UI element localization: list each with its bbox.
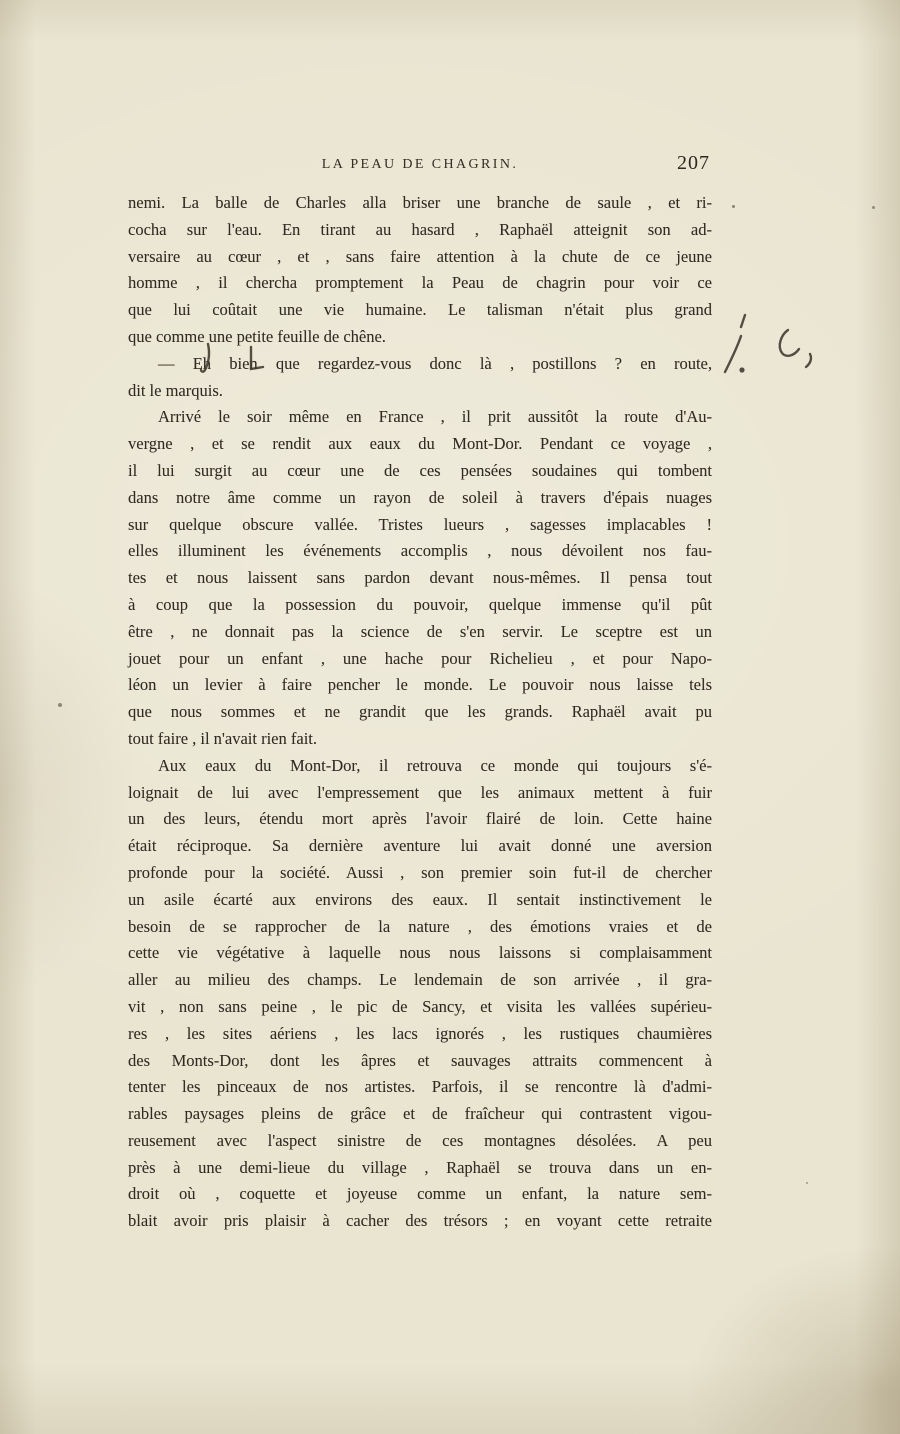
text-line: besoin de se rapprocher de la nature , des émotions vraies et de <box>128 916 712 936</box>
ink-stroke-after-eh <box>199 341 213 375</box>
text-line: Arrivé le soir même en France , il prit aussitôt la route d'Au- <box>158 407 712 427</box>
text-line: était réciproque. Sa dernière aventure lui avait donné une aversion <box>128 836 712 856</box>
text-line: tes et nous laissent sans pardon devant nous-mêmes. Il pensa tout <box>128 568 712 588</box>
text-line: que comme une petite feuille de chêne. <box>128 326 386 346</box>
paper-speck <box>732 205 735 208</box>
ink-slash-dot-mark <box>714 312 756 378</box>
text-line: loignait de lui avec l'empressement que les animaux mettent à fuir <box>128 782 712 802</box>
text-line: jouet pour un enfant , une hache pour Richelieu , et pour Napo- <box>128 648 712 668</box>
text-line: dans notre âme comme un rayon de soleil à travers d'épais nuages <box>128 487 712 507</box>
text-line: près à une demi-lieue du village , Raphaël se trouva dans un en- <box>128 1157 712 1177</box>
text-line: nemi. La balle de Charles alla briser une branche de saule , et ri- <box>128 193 712 212</box>
text-line: Aux eaux du Mont-Dor, il retrouva ce monde qui toujours s'é- <box>158 755 712 775</box>
text-line: aller au milieu des champs. Le lendemain de son arrivée , il gra- <box>128 970 712 990</box>
text-line: reusement avec l'aspect sinistre de ces montagnes désolées. A peu <box>128 1130 712 1150</box>
text-line: rables paysages pleins de grâce et de fraîcheur qui contrastent vigou- <box>128 1104 712 1124</box>
text-line: que nous sommes et ne grandit que les grands. Raphaël avait pu <box>128 702 712 722</box>
paragraph <box>128 404 712 752</box>
text-line: tout faire , il n'avait rien fait. <box>128 728 317 748</box>
text-line: que lui coûtait une vie humaine. Le talisman n'était plus grand <box>128 300 712 320</box>
text-line: tenter les pinceaux de nos artistes. Parfois, il se rencontre là d'admi- <box>128 1077 712 1097</box>
text-line: cette vie végétative à laquelle nous nous laissons si complaisamment <box>128 943 712 963</box>
text-line: léon un levier à faire pencher le monde. Le pouvoir nous laisse tels <box>128 675 712 695</box>
page-text <box>128 190 712 1235</box>
text-line: vergne , et se rendit aux eaux du Mont-Dor. Pendant ce voyage , <box>128 434 712 454</box>
text-line: elles illuminent les événements accomplis , nous dévoilent nos fau- <box>128 541 712 561</box>
text-line: blait avoir pris plaisir à cacher des trésors ; en voyant cette retraite <box>128 1211 712 1231</box>
text-line: un asile écarté aux environs des eaux. Il sentait instinctivement le <box>128 889 712 909</box>
paragraph <box>128 190 712 351</box>
ink-bracket-before-que <box>247 345 265 373</box>
text-line: homme , il chercha promptement la Peau de chagrin pour voir ce <box>128 273 712 293</box>
text-line: sur quelque obscure vallée. Tristes lueurs , sagesses implacables ! <box>128 514 712 534</box>
paper-speck <box>872 206 875 209</box>
text-line: profonde pour la société. Aussi , son premier soin fut-il de chercher <box>128 862 712 882</box>
paper-speck <box>58 703 62 707</box>
paragraph <box>128 753 712 1235</box>
text-line: être , ne donnait pas la science de s'en servir. Le sceptre est un <box>128 621 712 641</box>
ink-loop-comma-mark <box>772 326 824 370</box>
running-header: LA PEAU DE CHAGRIN. <box>321 157 519 172</box>
text-line: res , les sites aériens , les lacs ignorés , les rustiques chaumières <box>128 1023 712 1043</box>
text-line: il lui surgit au cœur une de ces pensées soudaines qui tombent <box>128 460 712 480</box>
text-line: à coup que la possession du pouvoir, quelque immense qu'il pût <box>128 594 712 614</box>
text-line: droit où , coquette et joyeuse comme un enfant, la nature sem- <box>128 1184 712 1204</box>
text-line: des Monts-Dor, dont les âpres et sauvages attraits commencent à <box>128 1050 712 1070</box>
paper-speck <box>806 1182 808 1184</box>
text-line: vit , non sans peine , le pic de Sancy, et visita les vallées supérieu- <box>128 996 712 1016</box>
page-number: 207 <box>677 152 710 174</box>
page-header <box>128 152 712 183</box>
text-line: versaire au cœur , et , sans faire attention à la chute de ce jeune <box>128 246 712 266</box>
text-line: — Eh bien que regardez-vous donc là , postillons ? en route, <box>158 353 712 373</box>
text-line: dit le marquis. <box>128 380 223 400</box>
paragraph <box>128 351 712 405</box>
text-line: un des leurs, étendu mort après l'avoir flairé de loin. Cette haine <box>128 809 712 829</box>
text-line: cocha sur l'eau. En tirant au hasard , Raphaël atteignit son ad- <box>128 219 712 239</box>
